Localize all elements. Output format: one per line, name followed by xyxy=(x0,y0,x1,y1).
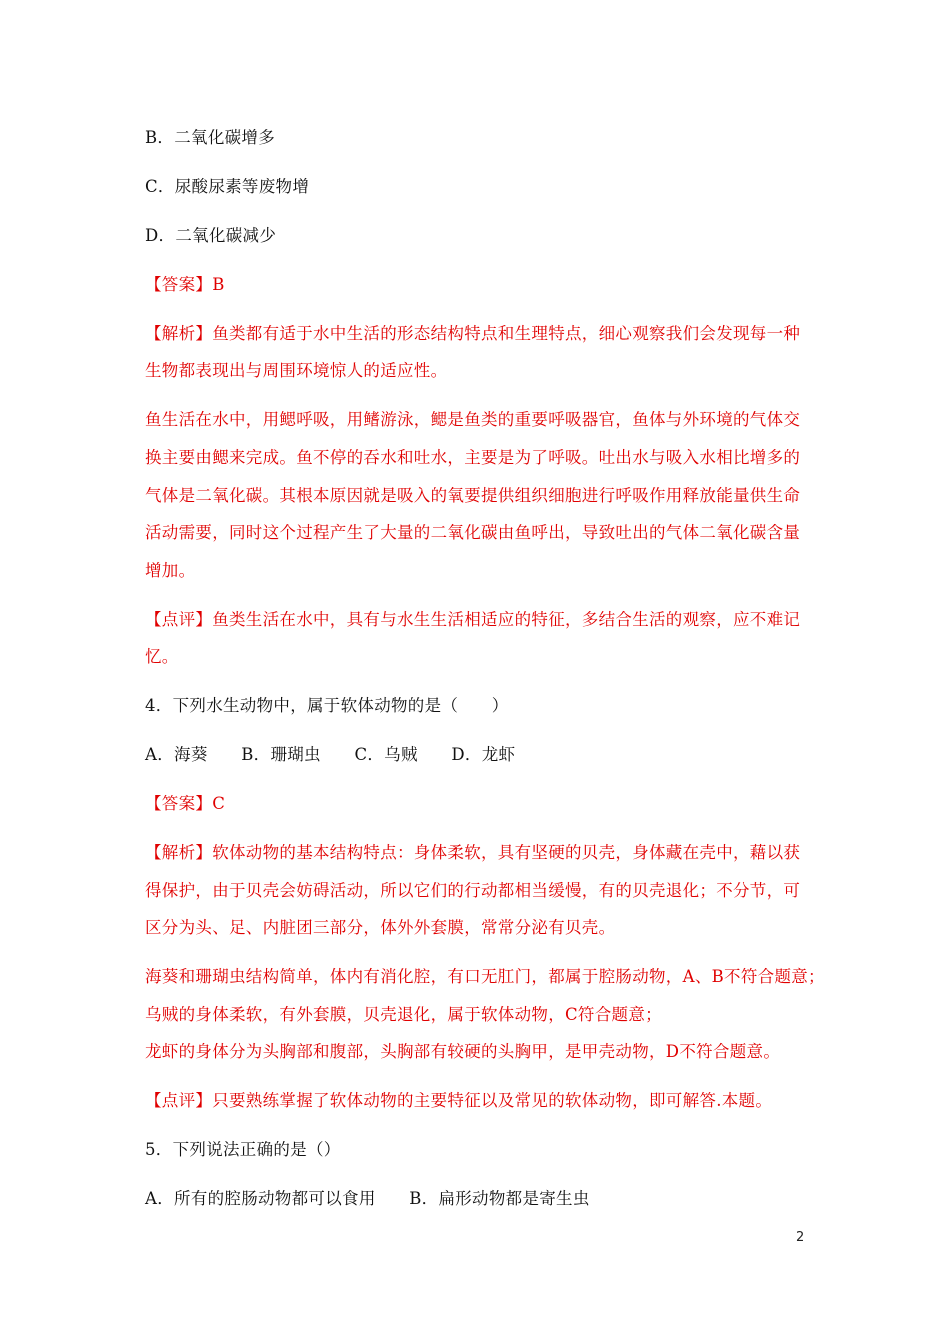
analysis-q3-line-1: 【解析】鱼类都有适于水中生活的形态结构特点和生理特点，细心观察我们会发现每一种 xyxy=(145,324,801,343)
analysis-q3-paragraph-line-2: 换主要由鳃来完成。鱼不停的吞水和吐水，主要是为了呼吸。吐出水与吸入水相比增多的 xyxy=(145,448,801,467)
question-4-options: A．海葵 B．珊瑚虫 C．乌贼 D．龙虾 xyxy=(145,745,516,764)
option-b-co2-increase: B．二氧化碳增多 xyxy=(145,128,276,147)
question-4: 4．下列水生动物中，属于软体动物的是（ ） xyxy=(145,696,509,715)
comment-q3-line-2: 忆。 xyxy=(145,647,179,666)
comment-q4: 【点评】只要熟练掌握了软体动物的主要特征以及常见的软体动物，即可解答.本题。 xyxy=(145,1091,773,1110)
analysis-q4-option-c: 乌贼的身体柔软，有外套膜，贝壳退化，属于软体动物，C符合题意； xyxy=(145,1005,662,1024)
question-5-options: A．所有的腔肠动物都可以食用 B．扁形动物都是寄生虫 xyxy=(145,1189,590,1208)
option-d-co2-decrease: D．二氧化碳减少 xyxy=(145,226,277,245)
comment-q3-line-1: 【点评】鱼类生活在水中，具有与水生生活相适应的特征，多结合生活的观察，应不难记 xyxy=(145,610,801,629)
page-number: 2 xyxy=(796,1230,805,1245)
analysis-q4-line-3: 区分为头、足、内脏团三部分，体外外套膜，常常分泌有贝壳。 xyxy=(145,918,616,937)
analysis-q4-option-ab: 海葵和珊瑚虫结构简单，体内有消化腔，有口无肛门，都属于腔肠动物，A、B不符合题意； xyxy=(145,967,825,986)
analysis-q3-paragraph-line-5: 增加。 xyxy=(145,561,196,580)
analysis-q3-line-2: 生物都表现出与周围环境惊人的适应性。 xyxy=(145,361,448,380)
analysis-q3-paragraph-line-4: 活动需要，同时这个过程产生了大量的二氧化碳由鱼呼出，导致吐出的气体二氧化碳含量 xyxy=(145,523,801,542)
analysis-q4-line-2: 得保护，由于贝壳会妨碍活动，所以它们的行动都相当缓慢，有的贝壳退化；不分节，可 xyxy=(145,881,801,900)
answer-q4: 【答案】C xyxy=(145,794,226,813)
analysis-q3-paragraph-line-1: 鱼生活在水中，用鳃呼吸，用鳍游泳，鳃是鱼类的重要呼吸器官，鱼体与外环境的气体交 xyxy=(145,410,801,429)
option-c-waste-increase: C．尿酸尿素等废物增 xyxy=(145,177,310,196)
analysis-q3-paragraph-line-3: 气体是二氧化碳。其根本原因就是吸入的氧要提供组织细胞进行呼吸作用释放能量供生命 xyxy=(145,486,801,505)
analysis-q4-option-d: 龙虾的身体分为头胸部和腹部，头胸部有较硬的头胸甲，是甲壳动物，D不符合题意。 xyxy=(145,1042,781,1061)
answer-q3: 【答案】B xyxy=(145,275,225,294)
question-5: 5．下列说法正确的是（） xyxy=(145,1140,341,1159)
analysis-q4-line-1: 【解析】软体动物的基本结构特点：身体柔软，具有坚硬的贝壳，身体藏在壳中，藉以获 xyxy=(145,843,801,862)
